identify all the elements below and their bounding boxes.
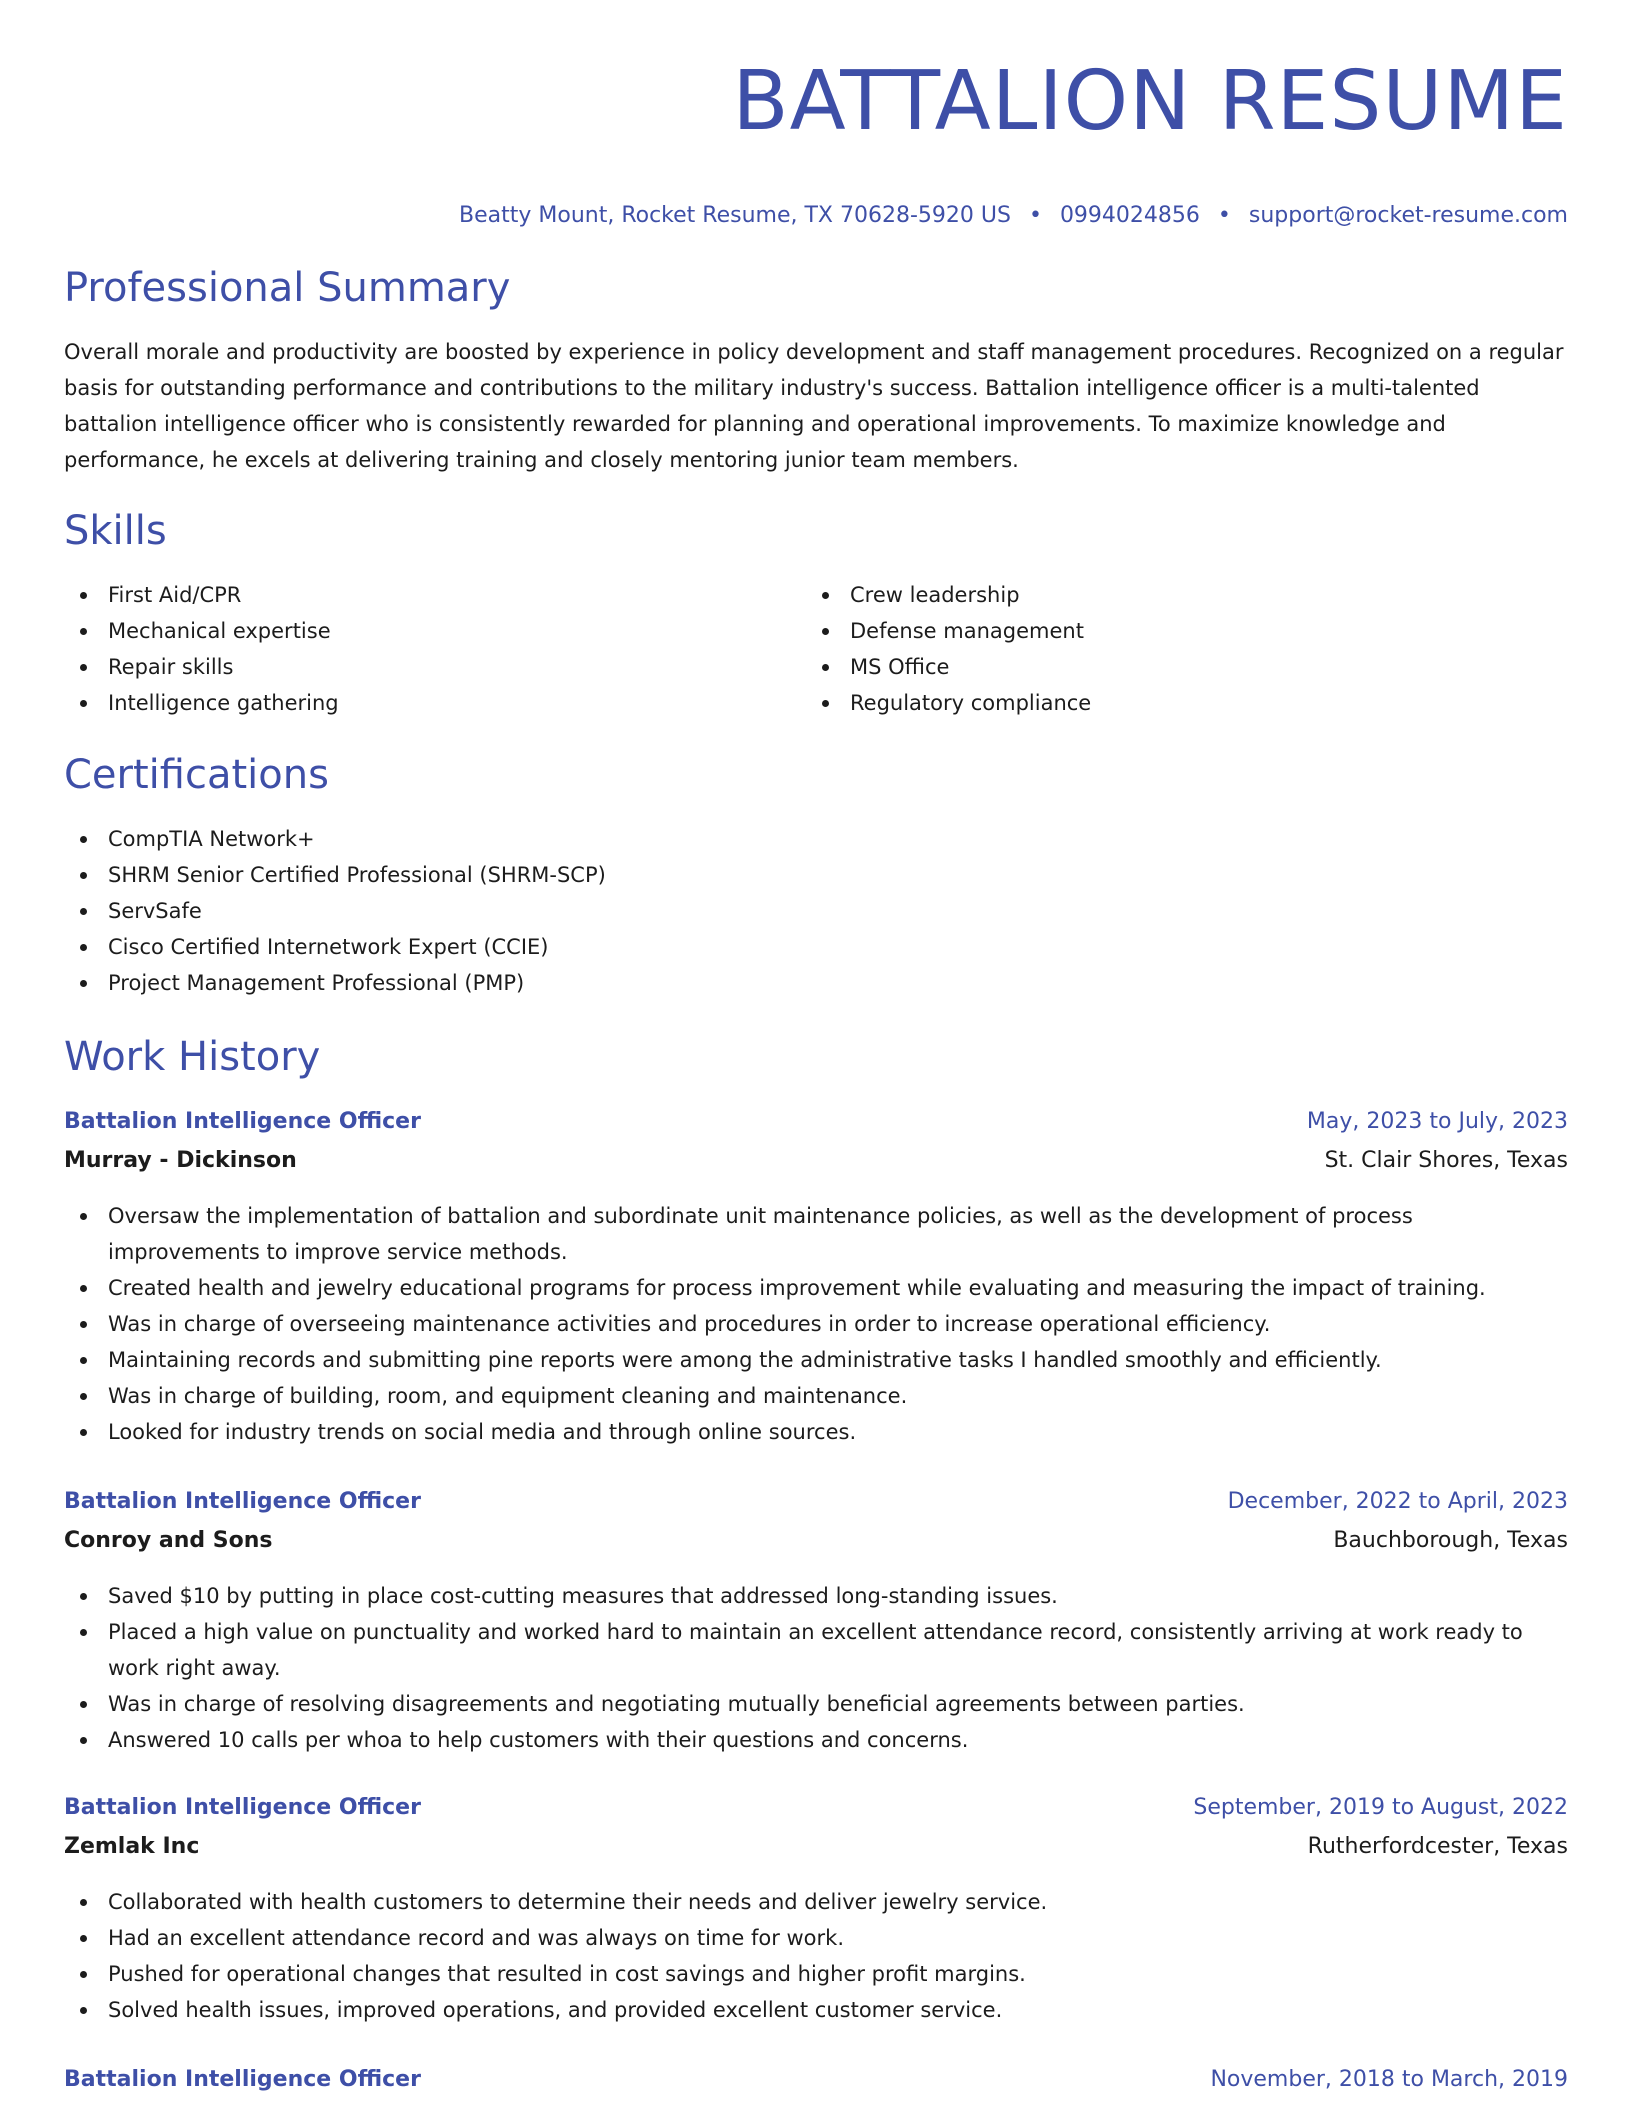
list-item: Intelligence gathering bbox=[64, 685, 804, 721]
list-item: Pushed for operational changes that resulted in cost savings and higher profit margins. bbox=[64, 1956, 1568, 1992]
separator-dot: • bbox=[1217, 203, 1231, 228]
job-title: Battalion Intelligence Officer bbox=[64, 1109, 421, 1134]
job-dates: November, 2018 to March, 2019 bbox=[1210, 2067, 1568, 2092]
list-item: Saved $10 by putting in place cost-cutting measures that addressed long-standing issues. bbox=[64, 1578, 1568, 1614]
resume-header bbox=[64, 0, 1568, 230]
phone: 0994024856 bbox=[1059, 203, 1200, 228]
company-name: Murray - Dickinson bbox=[64, 1148, 297, 1173]
job-title-row bbox=[64, 1793, 1568, 1823]
list-item: Solved health issues, improved operations, and provided excellent customer service. bbox=[64, 1992, 1568, 2028]
job-dates: December, 2022 to April, 2023 bbox=[1227, 1489, 1568, 1514]
list-item: ServSafe bbox=[64, 893, 1568, 929]
contact-line bbox=[64, 202, 1568, 230]
list-item: Looked for industry trends on social media and through online sources. bbox=[64, 1414, 1568, 1450]
address: Beatty Mount, Rocket Resume, TX 70628-5920 US bbox=[459, 203, 1011, 228]
section-title-certifications: Certifications bbox=[64, 752, 329, 798]
list-item: Defense management bbox=[806, 613, 1546, 649]
job-bullets bbox=[64, 1198, 1568, 1450]
list-item: Was in charge of overseeing maintenance activities and procedures in order to increase operational efficiency. bbox=[64, 1306, 1568, 1342]
list-item: Was in charge of resolving disagreements and negotiating mutually beneficial agreements between parties. bbox=[64, 1686, 1568, 1722]
list-item: Project Management Professional (PMP) bbox=[64, 965, 1568, 1001]
list-item: CompTIA Network+ bbox=[64, 821, 1568, 857]
job-location: Rutherfordcester, Texas bbox=[1307, 1834, 1568, 1859]
job-company-row bbox=[64, 1832, 1568, 1862]
job-location: St. Clair Shores, Texas bbox=[1324, 1148, 1568, 1173]
job-location: Bauchborough, Texas bbox=[1333, 1528, 1568, 1553]
job-bullets bbox=[64, 1884, 1568, 2028]
section-title-summary: Professional Summary bbox=[64, 265, 511, 311]
list-item: Repair skills bbox=[64, 649, 804, 685]
list-item: Cisco Certified Internetwork Expert (CCIE) bbox=[64, 929, 1568, 965]
candidate-name: BATTALION RESUME bbox=[732, 54, 1568, 149]
company-name: Conroy and Sons bbox=[64, 1528, 273, 1553]
job-title-row bbox=[64, 1487, 1568, 1517]
list-item: First Aid/CPR bbox=[64, 577, 804, 613]
summary-text: Overall morale and productivity are boosted by experience in policy development and staff management procedures. Recognized on a regular basis for outstanding performance and contributions to the military industry's success. Battalion intelligence officer is a multi-talented battalion intelligence officer who is consistently rewarded for planning and operational improvements. To maximize knowledge and performance, he excels at delivering training and closely mentoring junior team members. bbox=[64, 340, 1564, 472]
job-dates: May, 2023 to July, 2023 bbox=[1306, 1109, 1568, 1134]
list-item: Mechanical expertise bbox=[64, 613, 804, 649]
list-item: Answered 10 calls per whoa to help customers with their questions and concerns. bbox=[64, 1722, 1568, 1758]
job-title: Battalion Intelligence Officer bbox=[64, 2067, 421, 2092]
section-title-work-history: Work History bbox=[64, 1034, 321, 1080]
list-item: SHRM Senior Certified Professional (SHRM-SCP) bbox=[64, 857, 1568, 893]
list-item: Placed a high value on punctuality and worked hard to maintain an excellent attendance record, consistently arriving at work ready to work right away. bbox=[64, 1614, 1568, 1686]
job-dates: September, 2019 to August, 2022 bbox=[1193, 1795, 1568, 1820]
skills-list-right bbox=[806, 577, 1546, 721]
job-title: Battalion Intelligence Officer bbox=[64, 1489, 421, 1514]
list-item: MS Office bbox=[806, 649, 1546, 685]
list-item: Had an excellent attendance record and was always on time for work. bbox=[64, 1920, 1568, 1956]
list-item: Collaborated with health customers to determine their needs and deliver jewelry service. bbox=[64, 1884, 1568, 1920]
job-company-row bbox=[64, 1146, 1568, 1176]
certifications-list bbox=[64, 821, 1568, 1001]
section-title-skills: Skills bbox=[64, 508, 167, 554]
job-title-row bbox=[64, 1107, 1568, 1137]
list-item: Created health and jewelry educational programs for process improvement while evaluating and measuring the impact of training. bbox=[64, 1270, 1568, 1306]
list-item: Maintaining records and submitting pine reports were among the administrative tasks I handled smoothly and efficiently. bbox=[64, 1342, 1568, 1378]
skills-list-left bbox=[64, 577, 804, 721]
job-bullets bbox=[64, 1578, 1568, 1758]
separator-dot: • bbox=[1028, 203, 1042, 228]
email-link[interactable]: support@rocket-resume.com bbox=[1248, 203, 1568, 228]
job-company-row bbox=[64, 1526, 1568, 1556]
company-name: Zemlak Inc bbox=[64, 1834, 200, 1859]
job-title: Battalion Intelligence Officer bbox=[64, 1795, 421, 1820]
list-item: Was in charge of building, room, and equipment cleaning and maintenance. bbox=[64, 1378, 1568, 1414]
list-item: Oversaw the implementation of battalion and subordinate unit maintenance policies, as well as the development of process improvements to improve service methods. bbox=[64, 1198, 1568, 1270]
list-item: Regulatory compliance bbox=[806, 685, 1546, 721]
list-item: Crew leadership bbox=[806, 577, 1546, 613]
job-title-row bbox=[64, 2065, 1568, 2095]
